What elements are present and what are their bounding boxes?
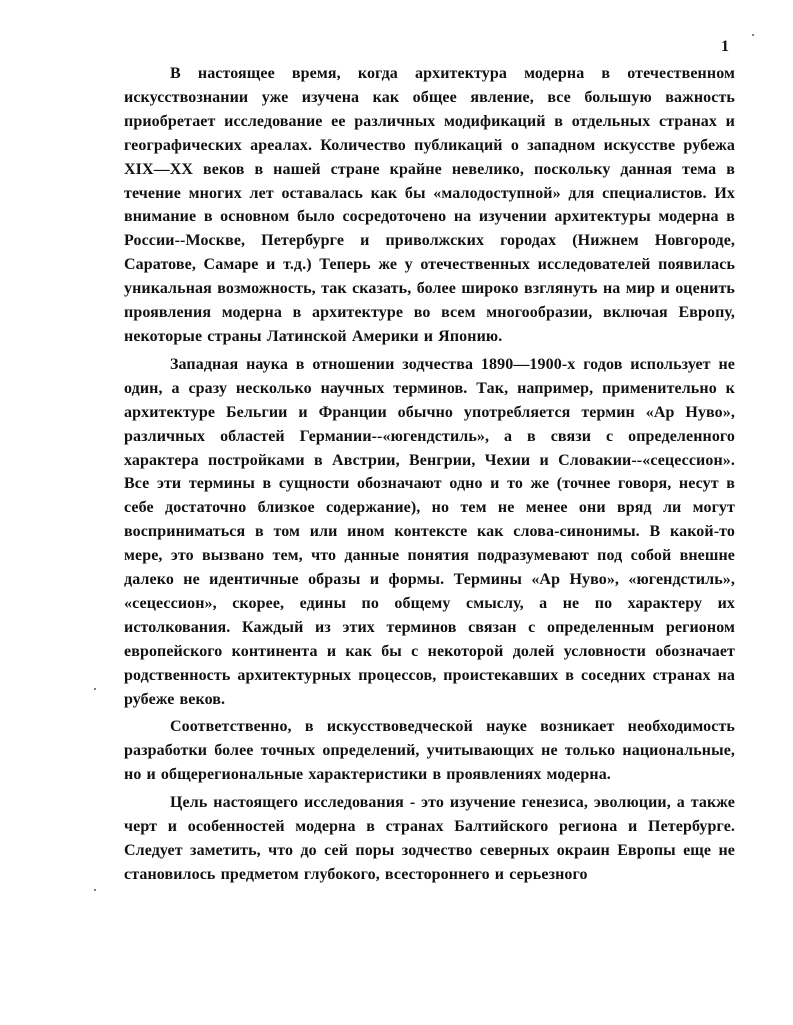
paragraph-4: Цель настоящего исследования - это изучение генезиса, эволюции, а также черт и особенностей модерна в странах Балтийского региона и Петербурге. Следует заметить, что до сей поры зодчество северных окраин Европы еще не становилось предметом глубокого, всестороннего и серьезного: [124, 794, 735, 883]
paragraph-2: Западная наука в отношении зодчества 1890—1900-х годов использует не один, а сразу несколько научных терминов. Так, например, применительно к архитектуре Бельгии и Франции обычно употребляется термин «Ар Нуво», различных областей Германии--«югендстиль», а в связи с определенного характера постройками в Австрии, Венгрии, Чехии и Словакии--«сецессион». Все эти термины в сущности обозначают одно и то же (точнее говоря, несут в себе достаточно близкое содержание), но тем не менее они вряд ли могут восприниматься в том или ином контексте как слова-синонимы. В какой-то мере, это вызвано тем, что данные понятия подразумевают под собой внешне далеко не идентичные образы и формы. Термины «Ар Нуво», «югендстиль», «сецессион», скорее, едины по общему смыслу, а не по характеру их истолкования. Каждый из этих терминов связан с определенным регионом европейского континента и как бы с некоторой долей условности обозначает родственность архитектурных процессов, проистекавших в соседних странах на рубеже веков.: [124, 355, 735, 708]
scan-speck: [94, 688, 96, 690]
paragraph-3: Соответственно, в искусствоведческой науке возникает необходимость разработки более точных определений, учитывающих не только национальные, но и общерегиональные характеристики в проявлениях модерна.: [124, 718, 735, 784]
page-number: 1: [721, 38, 729, 55]
scan-speck: [94, 889, 96, 891]
scan-speck: [752, 34, 754, 36]
body-text: [124, 62, 735, 891]
paragraph-1: В настоящее время, когда архитектура модерна в отечественном искусствознании уже изучена как общее явление, все большую важность приобретает исследование ее различных модификаций в отдельных странах и географических ареалах. Количество публикаций о западном искусстве рубежа XIX—XX веков в нашей стране крайне невелико, поскольку данная тема в течение многих лет оставалась как бы «малодоступной» для специалистов. Их внимание в основном было сосредоточено на изучении архитектуры модерна в России--Москве, Петербурге и приволжских городах (Нижнем Новгороде, Саратове, Самаре и т.д.) Теперь же у отечественных исследователей появилась уникальная возможность, так сказать, более широко взглянуть на мир и оценить проявления модерна в архитектуре во всем многообразии, включая Европу, некоторые страны Латинской Америки и Японию.: [124, 65, 735, 345]
